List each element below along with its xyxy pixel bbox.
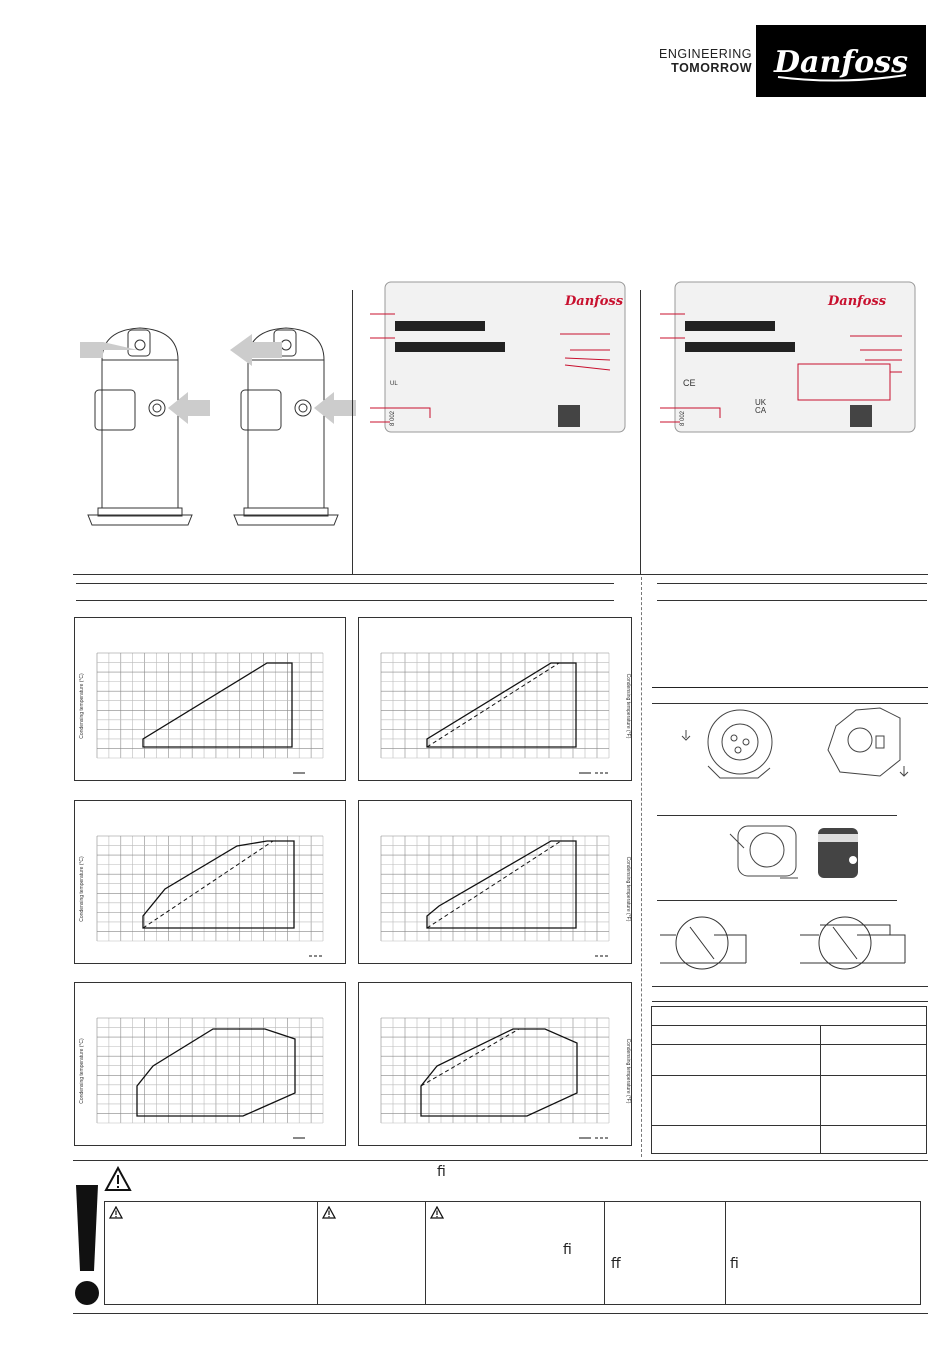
warning-header-glyph: ﬁ [437,1164,446,1180]
envelope-chart-3 [74,800,346,964]
right-rule-4 [652,703,928,704]
column-divider [641,577,643,1157]
y-axis-label: Condensing temperature (°C) [79,1038,85,1104]
section-separator-top [73,574,928,575]
spec-table [651,1006,927,1154]
chart-grid [381,836,609,941]
envelope-chart-2 [358,617,632,781]
envelope-dashed-line [143,841,273,928]
nameplate-right [650,280,930,435]
right-rule-7 [652,986,928,987]
exclamation-mark-icon [74,1185,100,1307]
envelope-outline [427,841,576,928]
y-axis-label: Condensing temperature (°F) [625,1038,631,1104]
right-rule-8 [652,1001,928,1002]
terminal-box-drawings [660,706,930,786]
sensor-drawings [720,820,870,884]
tagline-line-2: TOMORROW [671,61,752,75]
envelope-chart-6 [358,982,632,1146]
chart-heading-rule-2 [76,600,614,601]
envelope-chart-5-svg [75,983,345,1145]
y-axis-label: Condensing temperature (°F) [625,673,631,739]
spec-table-cell [821,1045,927,1076]
right-rule-6 [657,900,897,901]
warning-icon [322,1206,336,1219]
envelope-dashed-line [427,663,559,747]
warning-cell-3 [426,1202,605,1305]
envelope-chart-4-svg [359,801,631,963]
envelope-chart-1 [74,617,346,781]
right-rule-3 [652,687,928,688]
nameplate-left [360,280,630,435]
right-rule-5 [657,815,897,816]
spec-table-cell [652,1045,821,1076]
spec-table-cell [821,1126,927,1154]
nameplate-right-ce: CE [683,378,696,388]
y-axis-label: Condensing temperature (°C) [79,673,85,739]
warning-cell-1 [105,1202,318,1305]
nameplate-right-uk: UK [755,398,767,407]
tagline-line-1: ENGINEERING [658,47,752,61]
warning-top-rule [73,1160,928,1161]
chart-grid [381,1018,609,1123]
danfoss-logo-mark [756,25,926,97]
spec-table-cell [652,1076,821,1126]
envelope-chart-3-svg [75,801,345,963]
chart-grid [97,836,323,941]
envelope-chart-6-svg [359,983,631,1145]
warning-cell-2 [318,1202,426,1305]
nameplate-left-code: 8 002 [390,410,396,426]
warning-cell-4-glyph: ﬀ [611,1256,621,1272]
compressor-drawings [60,320,360,540]
warning-cell-5 [726,1202,921,1305]
warning-cell-3-glyph: ﬁ [563,1242,572,1258]
svg-text:UL: UL [390,381,398,387]
envelope-outline [143,841,294,928]
spec-table-cell [821,1026,927,1045]
envelope-outline [143,663,292,747]
right-rule-2 [657,600,927,601]
chart-grid [97,653,323,758]
wiring-diagrams [660,915,920,973]
nameplate-left-brand: Danfoss [565,294,624,309]
warning-bottom-rule [73,1313,928,1314]
logo-text: Danfoss [774,45,908,80]
envelope-dashed-line [427,841,561,928]
spec-table-header [652,1007,927,1026]
y-axis-label: Condensing temperature (°F) [625,856,631,922]
envelope-outline [421,1029,577,1116]
chart-heading-rule-1 [76,583,614,584]
spec-table-cell [821,1076,927,1126]
spec-table-cell [652,1026,821,1045]
warning-table [104,1201,921,1305]
nameplate-right-ca: CA [755,406,767,415]
warning-triangle-icon [104,1166,132,1192]
divider-1 [352,290,353,575]
nameplate-right-code: 8 002 [680,410,686,426]
envelope-chart-4 [358,800,632,964]
danfoss-logo [756,25,926,97]
envelope-chart-2-svg [359,618,631,780]
right-rule-1 [657,583,927,584]
chart-grid [381,653,609,758]
warning-cell-4 [605,1202,726,1305]
divider-2 [640,290,641,575]
spec-table-cell [652,1126,821,1154]
envelope-dashed-line [421,1029,519,1086]
envelope-chart-5 [74,982,346,1146]
warning-icon [109,1206,123,1219]
warning-icon [430,1206,444,1219]
chart-grid [97,1018,323,1123]
envelope-chart-1-svg [75,618,345,780]
brand-tagline [652,47,752,75]
nameplate-right-brand: Danfoss [828,294,887,309]
warning-cell-5-glyph: ﬁ [730,1256,739,1272]
envelope-outline [427,663,576,747]
y-axis-label: Condensing temperature (°C) [79,856,85,922]
